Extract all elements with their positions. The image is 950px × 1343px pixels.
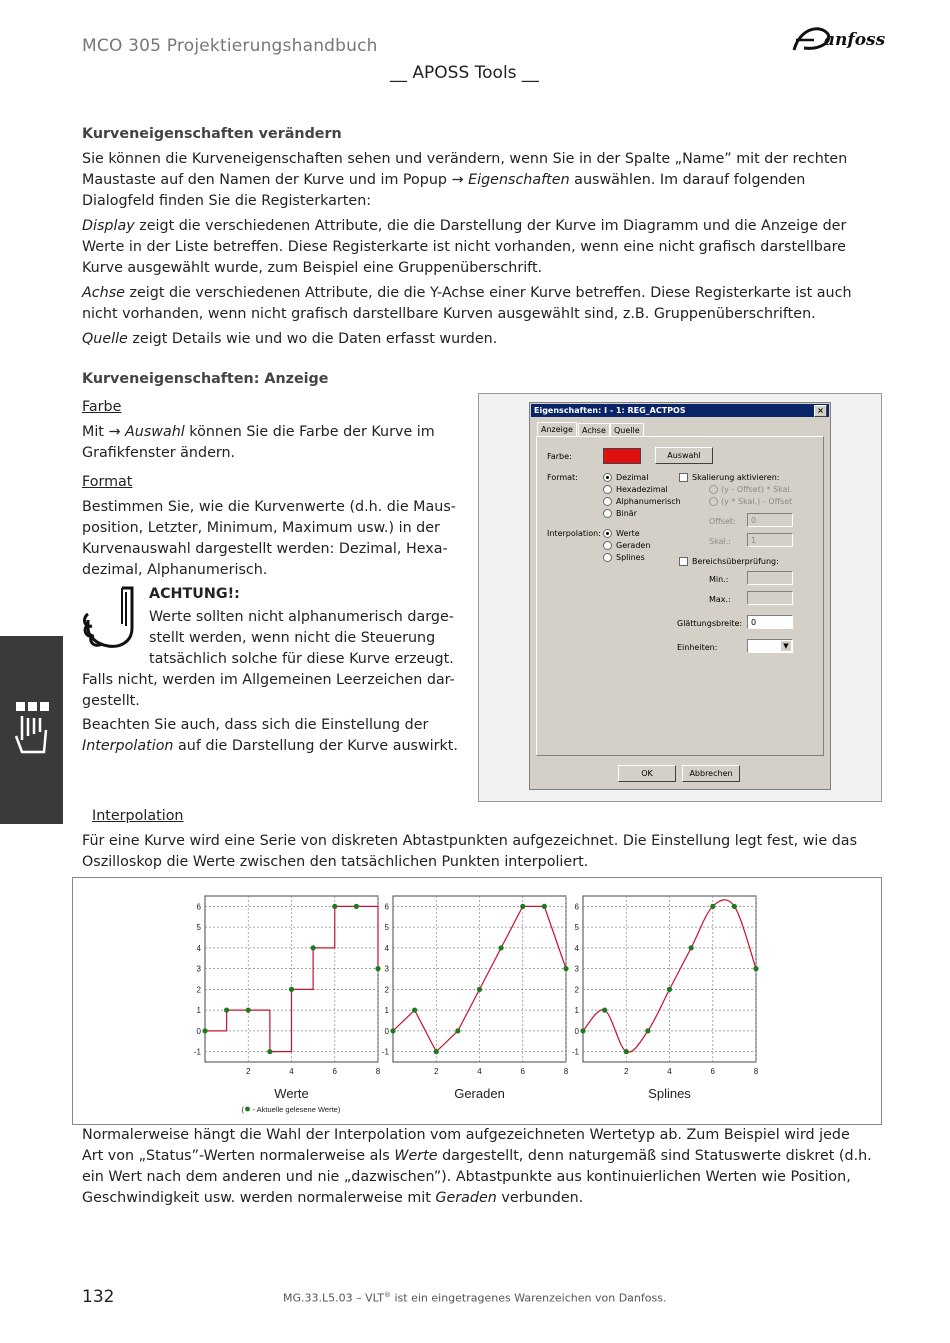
- data-point: [753, 966, 758, 971]
- x-tick-label: 8: [753, 1067, 759, 1076]
- glaettung-field[interactable]: 0: [747, 615, 793, 629]
- y-tick-label: 4: [574, 943, 579, 953]
- data-point: [311, 945, 316, 950]
- glaettung-label: Glättungsbreite:: [677, 619, 743, 628]
- y-tick-label: 0: [574, 1026, 579, 1036]
- y-tick-label: -1: [381, 1047, 389, 1057]
- skalierung-label: Skalierung aktivieren:: [692, 473, 780, 482]
- heading-anzeige: Kurveneigenschaften: Anzeige: [82, 371, 329, 387]
- interp-option-geraden: Geraden: [616, 541, 651, 550]
- page-number: 132: [82, 1287, 115, 1307]
- footer-trademark: MG.33.L5.03 – VLT® ist ein eingetragenes Warenzeichen von Danfoss.: [283, 1291, 667, 1305]
- x-tick-label: 2: [246, 1067, 251, 1076]
- chart-title: Splines: [648, 1086, 691, 1101]
- auswahl-button[interactable]: Auswahl: [655, 447, 713, 464]
- chevron-down-icon: ▼: [781, 641, 791, 651]
- einheiten-dropdown[interactable]: [747, 639, 793, 653]
- max-label: Max.:: [709, 595, 731, 604]
- data-point: [689, 945, 694, 950]
- chart-title: Geraden: [454, 1086, 505, 1101]
- interpolation-charts-svg: [73, 878, 881, 1124]
- paragraph-display: Display zeigt die verschiedenen Attribute, die die Darstellung der Kurve im Diagramm und die Anzeige der Werte in der Liste betreffen. Diese Registerkarte ist nicht vorhanden, wenn eine nicht grafisch darstellbare Kurve ausgewählt wurde, zum Beispiel eine Gruppenüberschrift.: [82, 218, 847, 276]
- data-point: [332, 904, 337, 909]
- data-point: [375, 966, 380, 971]
- tab-panel-anzeige: [536, 436, 824, 756]
- format-option-alphanumerisch: Alphanumerisch: [616, 497, 681, 506]
- x-tick-label: 4: [289, 1067, 294, 1076]
- data-point: [390, 1028, 395, 1033]
- y-tick-label: 6: [196, 902, 201, 912]
- paragraph-normalerweise: Normalerweise hängt die Wahl der Interpolation vom aufgezeichneten Wertetyp ab. Zum Beispiel wird jede Art von „Status”-Werten normalerweise als Werte dargestellt, denn naturgemäß sind Statuswerte diskret (d.h. ein Wert nach dem anderen und nie „dazwischen”). Abtastpunkte aus kontinuierlichen Werten wie Position, Geschwindigkeit usw. werden normalerweise mit Geraden verbunden.: [82, 1127, 872, 1206]
- x-tick-label: 6: [710, 1067, 715, 1076]
- y-tick-label: -1: [571, 1047, 579, 1057]
- data-point: [667, 987, 672, 992]
- legend-marker: [245, 1107, 250, 1112]
- radio-werte[interactable]: [603, 529, 612, 538]
- paragraph-falls-nicht: Falls nicht, werden im Allgemeinen Leerzeichen dar-gestellt.: [82, 672, 455, 709]
- max-field[interactable]: [747, 591, 793, 605]
- tab-quelle[interactable]: Quelle: [610, 423, 644, 437]
- data-point: [645, 1028, 650, 1033]
- x-tick-label: 8: [375, 1067, 381, 1076]
- x-tick-label: 8: [563, 1067, 569, 1076]
- radio-alphanumerisch[interactable]: [603, 497, 612, 506]
- hand-warning-icon: [82, 584, 138, 652]
- paragraph-interpolation: Für eine Kurve wird eine Serie von diskreten Abtastpunkten aufgezeichnet. Die Einstellung legt fest, wie das Oszilloskop die Werte zwischen den tatsächlichen Punkten interpoliert.: [82, 833, 858, 870]
- y-tick-label: 4: [384, 943, 389, 953]
- y-tick-label: 5: [196, 923, 201, 933]
- paragraph-intro: Sie können die Kurveneigenschaften sehen und verändern, wenn Sie in der Spalte „Name” mit der rechten Maustaste auf den Namen der Kurve und im Popup → Eigenschaften auswählen. Im darauf folgenden Dialogfeld finden Sie die Registerkarten:: [82, 151, 848, 209]
- format-option-hexadezimal: Hexadezimal: [616, 485, 668, 494]
- legend-note-prefix: (: [241, 1105, 244, 1114]
- data-point: [624, 1049, 629, 1054]
- format-option-dezimal: Dezimal: [616, 473, 649, 482]
- x-tick-label: 4: [477, 1067, 482, 1076]
- warning-text: Werte sollten nicht alphanumerisch darge-stellt werden, wenn nicht die Steuerung tatsächlich solche für diese Kurve erzeugt.: [149, 609, 454, 667]
- skalierung-checkbox[interactable]: [679, 473, 688, 482]
- data-point: [499, 945, 504, 950]
- bereich-checkbox[interactable]: [679, 557, 688, 566]
- paragraph-achse: Achse zeigt die verschiedenen Attribute, die die Y-Achse einer Kurve betreffen. Diese Registerkarte ist auch nicht vorhanden, wenn nicht grafisch darstellbare Kurven ausgewählt sind, z.B. Gruppenüberschriften.: [82, 285, 852, 322]
- interp-option-werte: Werte: [616, 529, 640, 538]
- x-tick-label: 4: [667, 1067, 672, 1076]
- color-swatch[interactable]: [603, 448, 641, 464]
- document-title: MCO 305 Projektierungshandbuch: [82, 36, 378, 56]
- y-tick-label: 5: [384, 923, 389, 933]
- y-tick-label: 0: [196, 1026, 201, 1036]
- radio-geraden[interactable]: [603, 541, 612, 550]
- einheiten-label: Einheiten:: [677, 643, 718, 652]
- paragraph-farbe: Mit → Auswahl können Sie die Farbe der Kurve im Grafikfenster ändern.: [82, 424, 435, 461]
- window-titlebar: [531, 404, 829, 417]
- legend-note: - Aktuelle gelesene Werte): [252, 1105, 341, 1114]
- radio-dezimal[interactable]: [603, 473, 612, 482]
- data-point: [563, 966, 568, 971]
- radio-binaer[interactable]: [603, 509, 612, 518]
- x-tick-label: 2: [624, 1067, 629, 1076]
- subheading-interpolation: Interpolation: [92, 808, 184, 824]
- offset-field[interactable]: 0: [747, 513, 793, 527]
- data-point: [354, 904, 359, 909]
- data-point: [267, 1049, 272, 1054]
- svg-text:anfoss: anfoss: [824, 30, 886, 50]
- tab-achse[interactable]: Achse: [578, 423, 610, 437]
- data-point: [412, 1008, 417, 1013]
- radio-skal-2[interactable]: [709, 497, 718, 506]
- y-tick-label: 6: [574, 902, 579, 912]
- interp-option-splines: Splines: [616, 553, 645, 562]
- interpolation-label: Interpolation:: [547, 529, 601, 538]
- skal-field[interactable]: 1: [747, 533, 793, 547]
- window-title: Eigenschaften: I - 1: REG_ACTPOS: [534, 406, 686, 415]
- y-tick-label: 3: [196, 964, 201, 974]
- y-tick-label: 2: [574, 985, 579, 995]
- y-tick-label: 4: [196, 943, 201, 953]
- skal-label: Skal.:: [709, 537, 731, 546]
- y-tick-label: 1: [384, 1006, 389, 1016]
- data-point: [202, 1028, 207, 1033]
- farbe-label: Farbe:: [547, 452, 572, 461]
- chapter-tab: [0, 636, 63, 824]
- paragraph-format: Bestimmen Sie, wie die Kurvenwerte (d.h. die Maus-position, Letzter, Minimum, Maximum usw.) in der Kurvenauswahl dargestellt werden: Dezimal, Hexa-dezimal, Alphanumerisch.: [82, 499, 456, 578]
- y-tick-label: 0: [384, 1026, 389, 1036]
- radio-splines[interactable]: [603, 553, 612, 562]
- y-tick-label: 2: [384, 985, 389, 995]
- close-button[interactable]: ×: [814, 405, 827, 417]
- hand-pointer-icon: [0, 636, 63, 824]
- radio-hexadezimal[interactable]: [603, 485, 612, 494]
- y-tick-label: 1: [196, 1006, 201, 1016]
- chart-title: Werte: [274, 1086, 309, 1101]
- y-tick-label: -1: [193, 1047, 201, 1057]
- data-point: [520, 904, 525, 909]
- data-point: [580, 1028, 585, 1033]
- y-tick-label: 6: [384, 902, 389, 912]
- subheading-farbe: Farbe: [82, 399, 122, 415]
- data-point: [602, 1008, 607, 1013]
- data-point: [542, 904, 547, 909]
- data-point: [289, 987, 294, 992]
- min-field[interactable]: [747, 571, 793, 585]
- y-tick-label: 2: [196, 985, 201, 995]
- tab-anzeige[interactable]: Anzeige: [537, 422, 577, 437]
- abbrechen-button[interactable]: Abbrechen: [682, 765, 740, 782]
- data-point: [224, 1008, 229, 1013]
- y-tick-label: 1: [574, 1006, 579, 1016]
- data-point: [477, 987, 482, 992]
- subheading-format: Format: [82, 474, 133, 490]
- properties-window: [529, 402, 831, 790]
- y-tick-label: 3: [384, 964, 389, 974]
- interpolation-charts: [72, 877, 882, 1125]
- y-tick-label: 5: [574, 923, 579, 933]
- format-option-binaer: Binär: [616, 509, 637, 518]
- properties-dialog-screenshot: [478, 393, 882, 802]
- x-tick-label: 6: [520, 1067, 525, 1076]
- ok-button[interactable]: OK: [618, 765, 676, 782]
- data-point: [434, 1049, 439, 1054]
- warning-title: ACHTUNG!:: [149, 586, 240, 602]
- format-label: Format:: [547, 473, 578, 482]
- data-point: [710, 904, 715, 909]
- section-header: __ APOSS Tools __: [390, 63, 539, 83]
- bereich-label: Bereichsüberprüfung:: [692, 557, 779, 566]
- x-tick-label: 6: [332, 1067, 337, 1076]
- heading-kurveneigenschaften: Kurveneigenschaften verändern: [82, 126, 342, 142]
- y-tick-label: 3: [574, 964, 579, 974]
- paragraph-beachten: Beachten Sie auch, dass sich die Einstellung der Interpolation auf die Darstellung der Kurve auswirkt.: [82, 717, 458, 754]
- data-point: [246, 1008, 251, 1013]
- radio-skal-1[interactable]: [709, 485, 718, 494]
- data-point: [455, 1028, 460, 1033]
- min-label: Min.:: [709, 575, 729, 584]
- data-point: [732, 904, 737, 909]
- skal-option-1: (y - Offset) * Skal.: [721, 485, 793, 494]
- skal-option-2: (y * Skal.) - Offset: [721, 497, 793, 506]
- offset-label: Offset:: [709, 517, 736, 526]
- x-tick-label: 2: [434, 1067, 439, 1076]
- paragraph-quelle: Quelle zeigt Details wie und wo die Daten erfasst wurden.: [82, 331, 498, 347]
- danfoss-logo: [790, 18, 890, 58]
